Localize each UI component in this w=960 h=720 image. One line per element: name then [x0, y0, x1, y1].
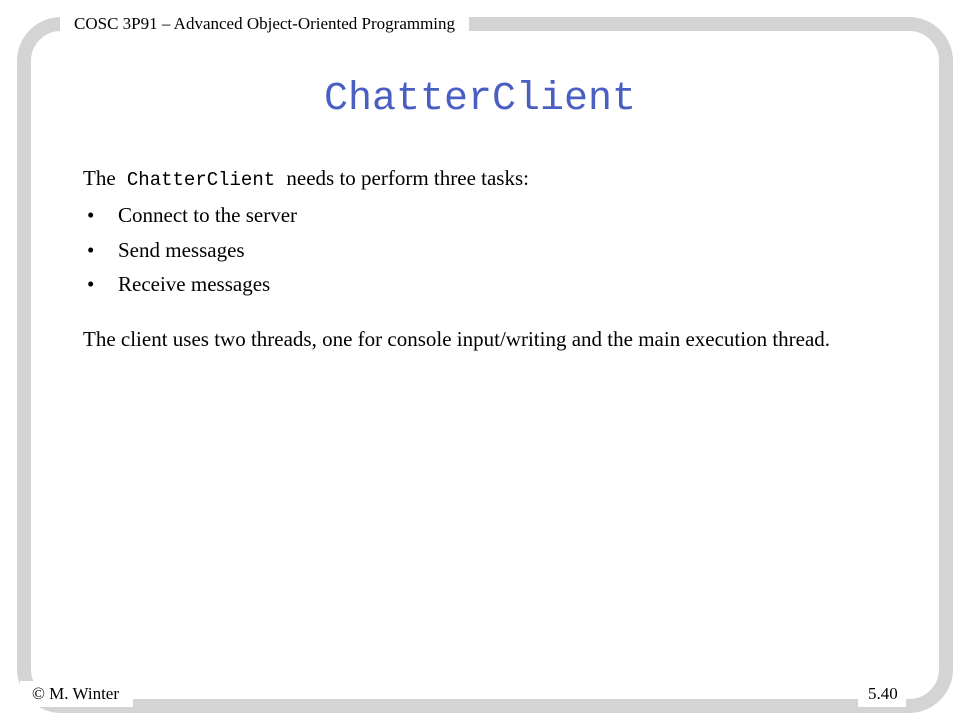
bullet-icon: • — [87, 203, 95, 227]
course-header: COSC 3P91 – Advanced Object-Oriented Programming — [60, 9, 469, 39]
slide-title: ChatterClient — [323, 77, 637, 122]
threads-paragraph: The client uses two threads, one for console input/writing and the main execution thread. — [83, 326, 831, 351]
list-item — [83, 198, 883, 233]
list-item — [83, 267, 883, 302]
list-item-text: Receive messages — [118, 272, 271, 296]
intro-before: The — [83, 166, 116, 190]
bullet-icon: • — [87, 272, 95, 296]
slide-body — [83, 160, 883, 356]
copyright-label: © M. Winter — [20, 681, 133, 707]
intro-after: needs to perform three tasks: — [286, 166, 529, 190]
bullet-icon: • — [87, 237, 95, 262]
page-number: 5.40 — [858, 681, 906, 707]
task-list — [83, 198, 883, 302]
intro-code: ChatterClient — [126, 169, 276, 191]
list-item — [83, 233, 883, 268]
list-item-text: Connect to the server — [118, 203, 298, 227]
intro-line — [83, 160, 883, 198]
list-item-text: Send messages — [118, 237, 245, 262]
